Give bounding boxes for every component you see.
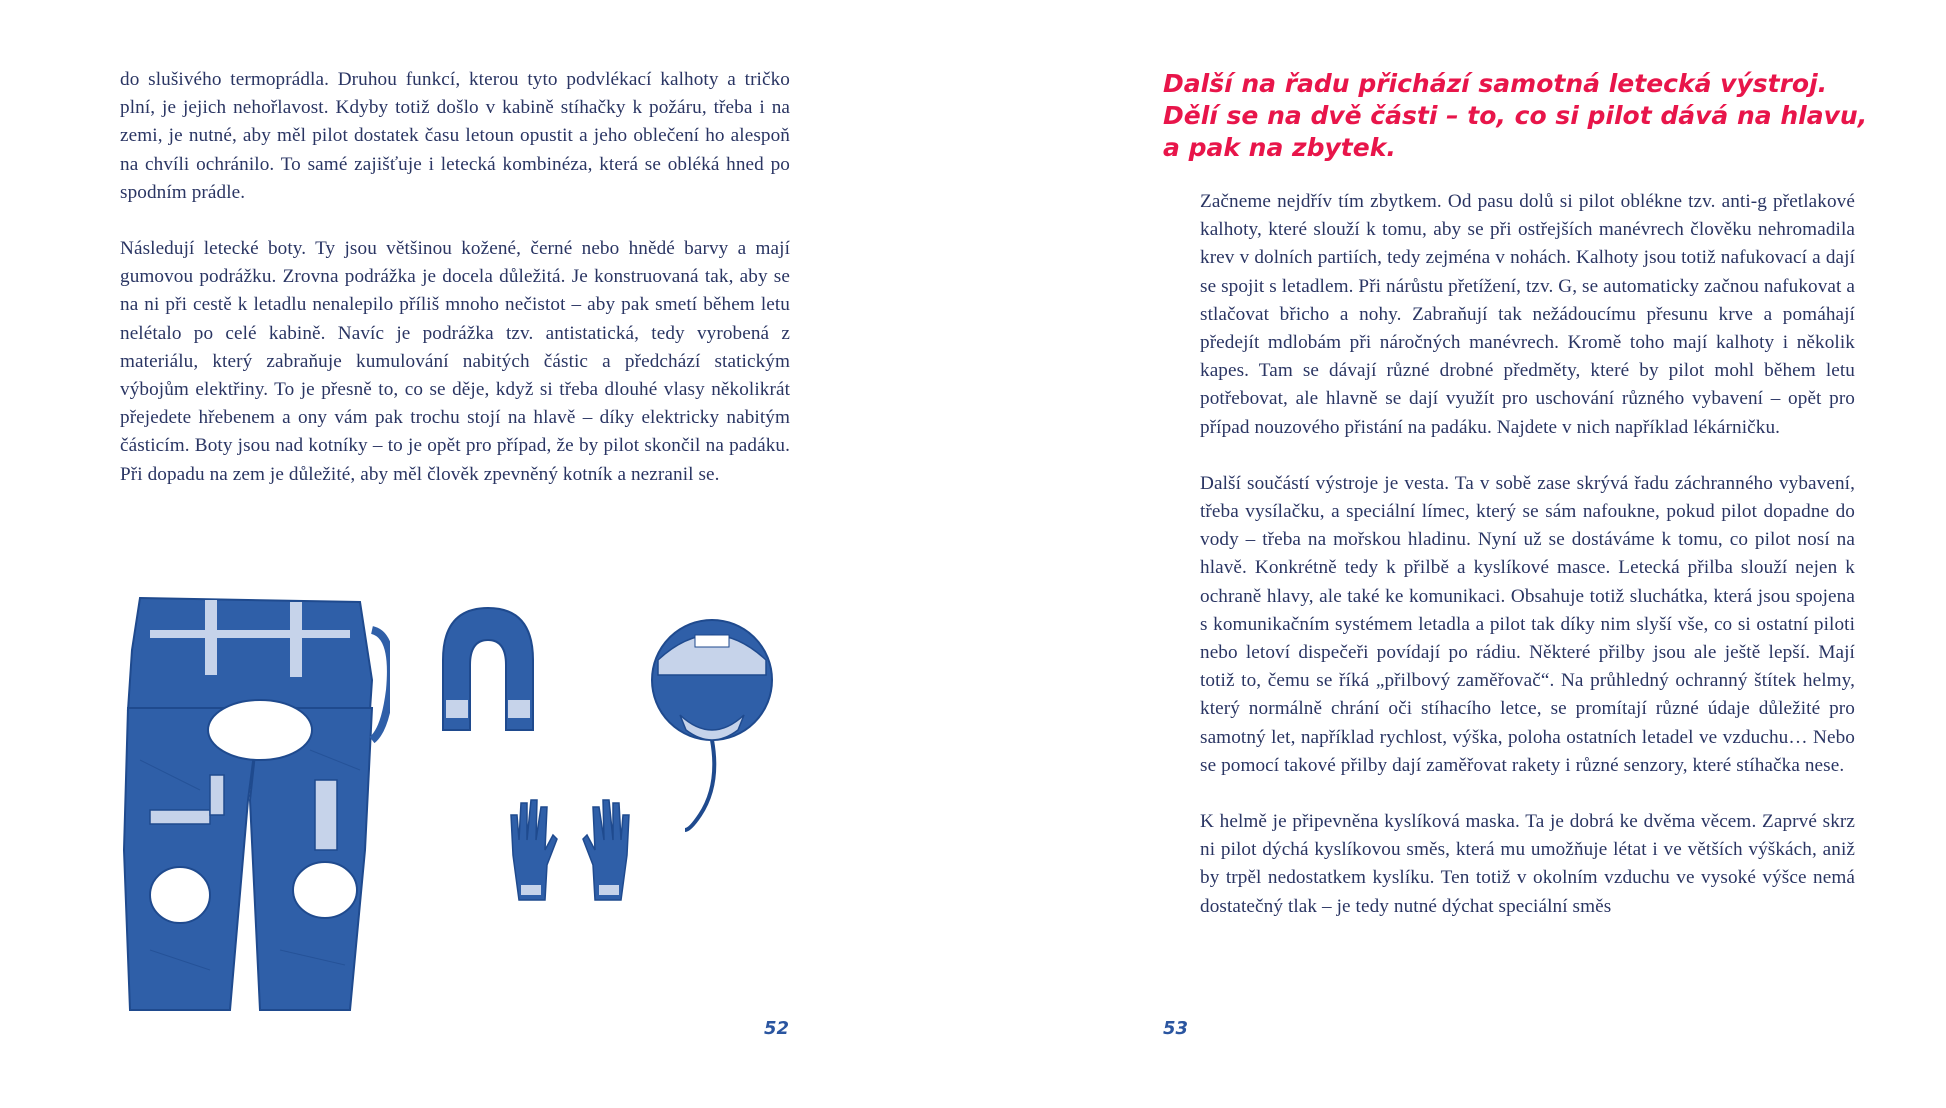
page-number-right: 53: [1163, 1018, 1189, 1039]
right-body-text: [1200, 188, 1855, 949]
left-paragraph-1: do slušivého termoprádla. Druhou funkcí, kterou tyto podvlékací kalhoty a tričko plní, je jejich nehořlavost. Kdyby totiž došlo v kabině stíhačky k požáru, třeba i na zemi, je nutné, aby měl pilot dostatek času letoun opustit a jeho oblečení ho alespoň na chvíli ochránilo. To samé zajišťuje i letecká kombinéza, která se obléká hned po spodním prádle.: [120, 69, 790, 203]
right-paragraph-2: Další součástí výstroje je vesta. Ta v sobě zase skrývá řadu záchranného vybavení, třeba vysílačku, a speciální límec, který se sám nafoukne, pokud pilot dopadne do vody – třeba na mořskou hladinu. Nyní už se dostáváme k tomu, co pilot nosí na hlavě. Konkrétně tedy k přilbě a kyslíkové masce. Letecká přilba slouží nejen k ochraně hlavy, ale také ke komunikaci. Obsahuje totiž sluchátka, která jsou spojena s komunikačním systémem letadla a pilot tak díky nim slyší vše, co si ostatní piloti nebo letoví dispečeři povídají po rádiu. Některé přilby jsou ale ještě lepší. Mají totiž to, čemu se říká „přilbový zaměřovač“. Na průhledný ochranný štítek helmy, který normálně chrání oči stíhacího letce, se promítají různé údaje důležité pro samotný let, například rychlost, výška, poloha ostatních letadel ve vzduchu… Nebo se pomocí takové přilby dají zaměřovat rakety i různé senzory, které stíhačka nese.: [1200, 472, 1855, 776]
anti-g-pants-illustration: [110, 590, 390, 1030]
right-page: [973, 0, 1946, 1108]
left-paragraph-2: Následují letecké boty. Ty jsou většinou kožené, černé nebo hnědé barvy a mají gumovou podrážku. Zrovna podrážka je docela důležitá. Je konstruovaná tak, aby se na ni při cestě k letadlu nenalepilo příliš mnoho nečistot – aby pak smetí během letu nelétalo po celé kabině. Navíc je podrážka tzv. antistatická, tedy vyrobená z materiálu, který zabraňuje kumulování nabitých částic a předchází statickým výbojům elektřiny. To je přesně to, co se děje, když si třeba dlouhé vlasy několikrát přejedete hřebenem a ony vám pak trochu stojí na hlavě – díky elektricky nabitým částicím. Boty jsou nad kotníky – to je opět pro případ, že by pilot skončil na padáku. Při dopadu na zem je důležité, aby měl člověk zpevněný kotník a nezranil se.: [120, 238, 790, 485]
right-paragraph-3: K helmě je připevněna kyslíková maska. Ta je dobrá ke dvěma věcem. Zaprvé skrz ni pilot dýchá kyslíkovou směs, která mu umožňuje létat i ve větších výškách, aniž by trpěl nedostatkem kyslíku. Ten totiž v okolním vzduchu ve vysoké výšce nemá dostatečný tlak – je tedy nutné dýchat speciální směs: [1200, 811, 1855, 917]
inflatable-collar-illustration: [428, 600, 548, 740]
page-number-left: 52: [764, 1018, 790, 1039]
flight-helmet-illustration: [640, 615, 790, 835]
right-paragraph-1: Začneme nejdřív tím zbytkem. Od pasu dolů si pilot oblékne tzv. anti-g přetlakové kalhoty, které slouží k tomu, aby se při ostřejších manévrech člověku nehromadila krev v dolních partiích, tedy zejména v nohách. Kalhoty jsou totiž nafukovací a dají se spojit s letadlem. Při nárůstu přetížení, tzv. G, se automaticky začnou nafukovat a stlačovat břicho a nohy. Zabraňují tak nežádoucímu přesunu krve a pomáhají předejít mdlobám při náročných manévrech. Kromě toho mají kalhoty i několik kapes. Tam se dávají různé drobné předměty, které by pilot mohl během letu potřebovat, ale hlavně se dají využít pro uschování různého vybavení – opět pro případ nouzového přistání na padáku. Najdete v nich například lékárničku.: [1200, 191, 1855, 438]
left-body-text: [120, 66, 790, 517]
section-heading: Další na řadu přichází samotná letecká výstroj. Dělí se na dvě části – to, co si pilot dává na hlavu, a pak na zbytek.: [1163, 69, 1868, 162]
gloves-illustration: [505, 795, 635, 905]
